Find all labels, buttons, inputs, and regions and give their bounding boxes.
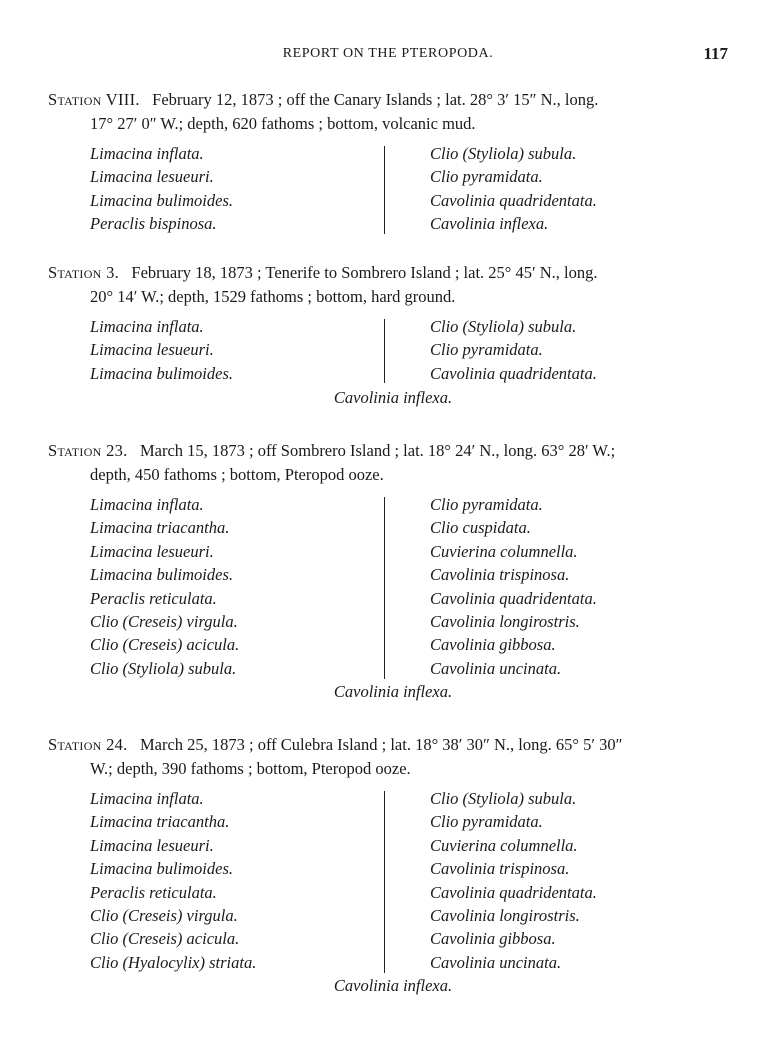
species-column-right [430,142,597,236]
species-item: Limacina lesueuri. [90,835,214,855]
species-item: Cavolinia longirostris. [430,612,580,632]
station-details-line2: W.; depth, 390 fathoms ; bottom, Pteropod ooze. [90,759,411,778]
station-details-line2: 17° 27′ 0″ W.; depth, 620 fathoms ; bottom, volcanic mud. [90,114,476,133]
station-details-line2: depth, 450 fathoms ; bottom, Pteropod ooze. [90,465,384,484]
species-item: Clio pyramidata. [430,495,543,514]
species-item: Limacina bulimoides. [90,565,233,585]
station-heading [48,733,738,781]
station-label: Station 24. [48,735,128,754]
page-number: 117 [703,44,728,63]
species-item: Limacina triacantha. [90,518,230,538]
station-entry [48,733,738,997]
species-item: Cuvierina columnella. [430,835,578,855]
station-label: Station VIII. [48,90,140,109]
species-column-right [430,493,597,680]
species-list [48,315,738,411]
species-item-centered: Cavolinia inflexa. [333,976,453,995]
species-item: Limacina bulimoides. [90,190,233,210]
species-item: Limacina triacantha. [90,812,230,832]
species-item: Limacina bulimoides. [90,363,233,383]
station-label: Station 3. [48,263,120,282]
species-item: Limacina lesueuri. [90,340,214,360]
species-item: Clio pyramidata. [430,340,543,360]
running-title: REPORT ON THE PTEROPODA. [282,46,494,61]
station-entry [48,439,738,703]
species-item: Clio (Creseis) virgula. [90,906,238,926]
species-item: Cavolinia gibbosa. [430,929,556,949]
species-item: Cavolinia quadridentata. [430,882,597,902]
species-item: Cavolinia quadridentata. [430,190,597,210]
species-item: Cavolinia uncinata. [430,658,562,678]
species-item: Cavolinia trispinosa. [430,859,570,879]
species-item: Cavolinia gibbosa. [430,635,556,655]
species-column-right [430,315,597,385]
species-item: Limacina inflata. [90,789,204,808]
species-item: Limacina inflata. [90,317,204,336]
column-divider [384,497,385,679]
species-list [48,493,738,703]
species-list [48,787,738,997]
species-item: Clio (Styliola) subula. [430,144,577,163]
species-item: Clio (Hyalocylix) striata. [90,952,257,972]
species-item: Limacina inflata. [90,144,204,163]
species-item: Peraclis reticulata. [90,882,217,902]
station-heading [48,261,738,309]
station-label: Station 23. [48,441,128,460]
species-item: Limacina lesueuri. [90,541,214,561]
station-entry [48,88,738,238]
species-item: Clio (Styliola) subula. [430,789,577,808]
species-item: Cuvierina columnella. [430,541,578,561]
species-item: Limacina inflata. [90,495,204,514]
species-item: Clio cuspidata. [430,518,531,538]
species-column-right [430,787,597,974]
species-list [48,142,738,238]
species-item: Peraclis reticulata. [90,588,217,608]
species-item: Limacina bulimoides. [90,859,233,879]
species-column-left [90,787,256,974]
column-divider [384,146,385,234]
species-item: Clio pyramidata. [430,167,543,187]
species-item: Clio (Styliola) subula. [430,317,577,336]
species-item: Cavolinia trispinosa. [430,565,570,585]
species-item: Limacina lesueuri. [90,167,214,187]
species-column-left [90,493,239,680]
station-details-line1: March 25, 1873 ; off Culebra Island ; lat. 18° 38′ 30″ N., long. 65° 5′ 30″ [139,735,623,754]
species-item: Cavolinia uncinata. [430,952,562,972]
station-details-line1: February 12, 1873 ; off the Canary Islands ; lat. 28° 3′ 15″ N., long. [152,90,599,109]
station-heading [48,88,738,136]
species-item: Cavolinia longirostris. [430,906,580,926]
column-divider [384,319,385,383]
species-item: Cavolinia quadridentata. [430,588,597,608]
species-item: Cavolinia inflexa. [430,214,549,234]
species-item: Clio pyramidata. [430,812,543,832]
species-item: Clio (Creseis) acicula. [90,635,240,655]
station-entry [48,261,738,411]
station-heading [48,439,738,487]
species-column-left [90,315,233,385]
species-item: Clio (Creseis) virgula. [90,612,238,632]
species-item: Peraclis bispinosa. [90,214,217,234]
species-item-centered: Cavolinia inflexa. [333,388,453,407]
species-item: Clio (Creseis) acicula. [90,929,240,949]
species-item: Cavolinia quadridentata. [430,363,597,383]
running-head [48,44,728,66]
species-item-centered: Cavolinia inflexa. [333,682,453,701]
species-item: Clio (Styliola) subula. [90,658,237,678]
station-details-line1: March 15, 1873 ; off Sombrero Island ; lat. 18° 24′ N., long. 63° 28′ W.; [139,441,616,460]
species-column-left [90,142,233,236]
station-details-line1: February 18, 1873 ; Tenerife to Sombrero Island ; lat. 25° 45′ N., long. [131,263,598,282]
station-details-line2: 20° 14′ W.; depth, 1529 fathoms ; bottom, hard ground. [90,287,456,306]
column-divider [384,791,385,973]
